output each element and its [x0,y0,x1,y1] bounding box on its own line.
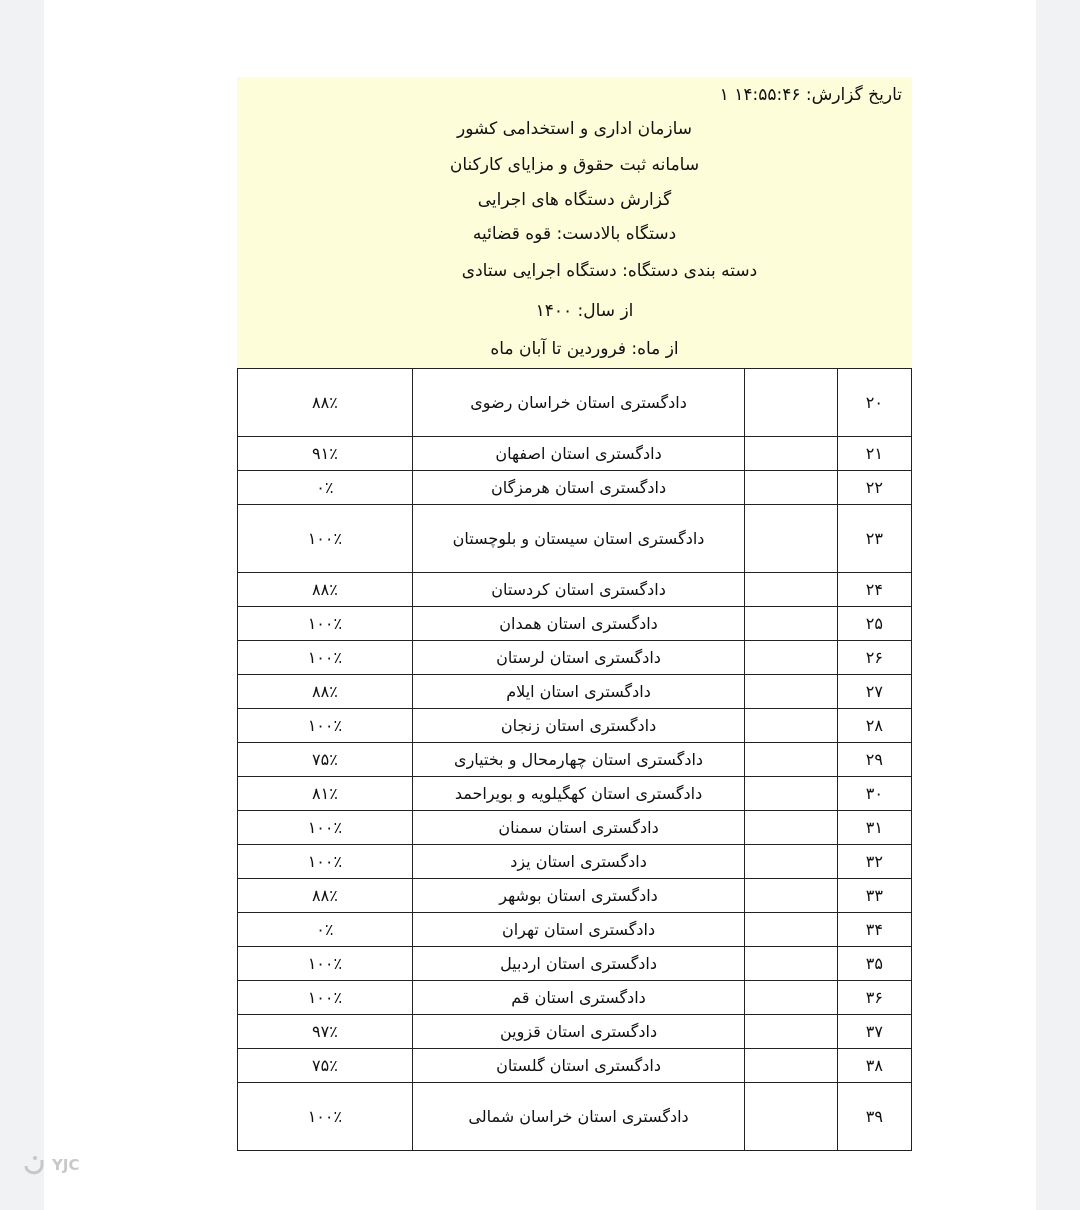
table-row [238,913,912,947]
completion-percent: ۱۰۰٪ [238,811,413,845]
row-number: ۳۴ [837,913,911,947]
completion-percent: ۸۱٪ [238,777,413,811]
table-row [238,743,912,777]
agency-name: دادگستری استان هرمزگان [412,471,744,505]
table-row [238,777,912,811]
row-number: ۲۱ [837,437,911,471]
month-range: از ماه: فروردین تا آبان ماه [490,339,679,359]
table-row [238,369,912,437]
table-row [238,879,912,913]
completion-percent: ۹۱٪ [238,437,413,471]
table-row [238,573,912,607]
completion-percent: ۱۰۰٪ [238,981,413,1015]
agency-name: دادگستری استان زنجان [412,709,744,743]
empty-cell [745,845,837,879]
empty-cell [745,607,837,641]
table-row [238,641,912,675]
agency-name: دادگستری استان یزد [412,845,744,879]
agency-name: دادگستری استان اردبیل [412,947,744,981]
table-row [238,675,912,709]
row-number: ۳۱ [837,811,911,845]
row-number: ۲۹ [837,743,911,777]
empty-cell [745,1049,837,1083]
agency-table [237,368,912,1151]
empty-cell [745,573,837,607]
empty-cell [745,505,837,573]
completion-percent: ۸۸٪ [238,573,413,607]
empty-cell [745,1083,837,1151]
agency-name: دادگستری استان قزوین [412,1015,744,1049]
agency-name: دادگستری استان سمنان [412,811,744,845]
completion-percent: ۷۵٪ [238,1049,413,1083]
parent-agency: دستگاه بالادست: قوه قضائیه [472,224,677,244]
completion-percent: ۰٪ [238,471,413,505]
agency-name: دادگستری استان بوشهر [412,879,744,913]
table-row [238,1049,912,1083]
completion-percent: ۷۵٪ [238,743,413,777]
empty-cell [745,709,837,743]
row-number: ۲۲ [837,471,911,505]
watermark [22,1152,79,1178]
agency-name: دادگستری استان خراسان شمالی [412,1083,744,1151]
completion-percent: ۱۰۰٪ [238,505,413,573]
agency-name: دادگستری استان چهارمحال و بختیاری [412,743,744,777]
table-row [238,1015,912,1049]
from-year: از سال: ۱۴۰۰ [535,301,634,321]
agency-name: دادگستری استان کردستان [412,573,744,607]
completion-percent: ۱۰۰٪ [238,709,413,743]
row-number: ۳۶ [837,981,911,1015]
table-row [238,709,912,743]
report-header [237,77,912,368]
row-number: ۳۳ [837,879,911,913]
empty-cell [745,369,837,437]
empty-cell [745,641,837,675]
table-row [238,981,912,1015]
table-row [238,1083,912,1151]
agency-name: دادگستری استان اصفهان [412,437,744,471]
row-number: ۲۶ [837,641,911,675]
row-number: ۳۸ [837,1049,911,1083]
empty-cell [745,913,837,947]
agency-name: دادگستری استان گلستان [412,1049,744,1083]
agency-name: دادگستری استان لرستان [412,641,744,675]
completion-percent: ۱۰۰٪ [238,947,413,981]
row-number: ۲۰ [837,369,911,437]
empty-cell [745,675,837,709]
completion-percent: ۸۸٪ [238,675,413,709]
empty-cell [745,981,837,1015]
row-number: ۲۵ [837,607,911,641]
row-number: ۲۸ [837,709,911,743]
row-number: ۲۴ [837,573,911,607]
completion-percent: ۱۰۰٪ [238,641,413,675]
table-row [238,471,912,505]
completion-percent: ۱۰۰٪ [238,1083,413,1151]
organization-title: سازمان اداری و استخدامی کشور [456,119,692,139]
report-date: تاریخ گزارش: ۱۴:۵۵:۴۶ ۱ [719,85,902,105]
watermark-text: YJC [52,1156,80,1174]
empty-cell [745,743,837,777]
completion-percent: ۹۷٪ [238,1015,413,1049]
empty-cell [745,437,837,471]
row-number: ۲۳ [837,505,911,573]
empty-cell [745,811,837,845]
agency-name: دادگستری استان خراسان رضوی [412,369,744,437]
agency-name: دادگستری استان کهگیلویه و بویراحمد [412,777,744,811]
agency-name: دادگستری استان قم [412,981,744,1015]
table-row [238,607,912,641]
completion-percent: ۰٪ [238,913,413,947]
completion-percent: ۱۰۰٪ [238,845,413,879]
row-number: ۳۵ [837,947,911,981]
agency-name: دادگستری استان ایلام [412,675,744,709]
row-number: ۳۰ [837,777,911,811]
completion-percent: ۸۸٪ [238,369,413,437]
system-title: سامانه ثبت حقوق و مزایای کارکنان [449,155,700,175]
completion-percent: ۸۸٪ [238,879,413,913]
report-title: گزارش دستگاه های اجرایی [477,190,672,210]
empty-cell [745,777,837,811]
table-row [238,505,912,573]
empty-cell [745,1015,837,1049]
empty-cell [745,471,837,505]
row-number: ۳۷ [837,1015,911,1049]
agency-category: دسته بندی دستگاه: دستگاه اجرایی ستادی [461,261,758,281]
agency-name: دادگستری استان همدان [412,607,744,641]
agency-name: دادگستری استان سیستان و بلوچستان [412,505,744,573]
empty-cell [745,947,837,981]
row-number: ۲۷ [837,675,911,709]
table-row [238,437,912,471]
table-row [238,811,912,845]
row-number: ۳۹ [837,1083,911,1151]
table-row [238,845,912,879]
empty-cell [745,879,837,913]
yjc-logo-icon [22,1152,48,1178]
table-row [238,947,912,981]
agency-name: دادگستری استان تهران [412,913,744,947]
row-number: ۳۲ [837,845,911,879]
completion-percent: ۱۰۰٪ [238,607,413,641]
